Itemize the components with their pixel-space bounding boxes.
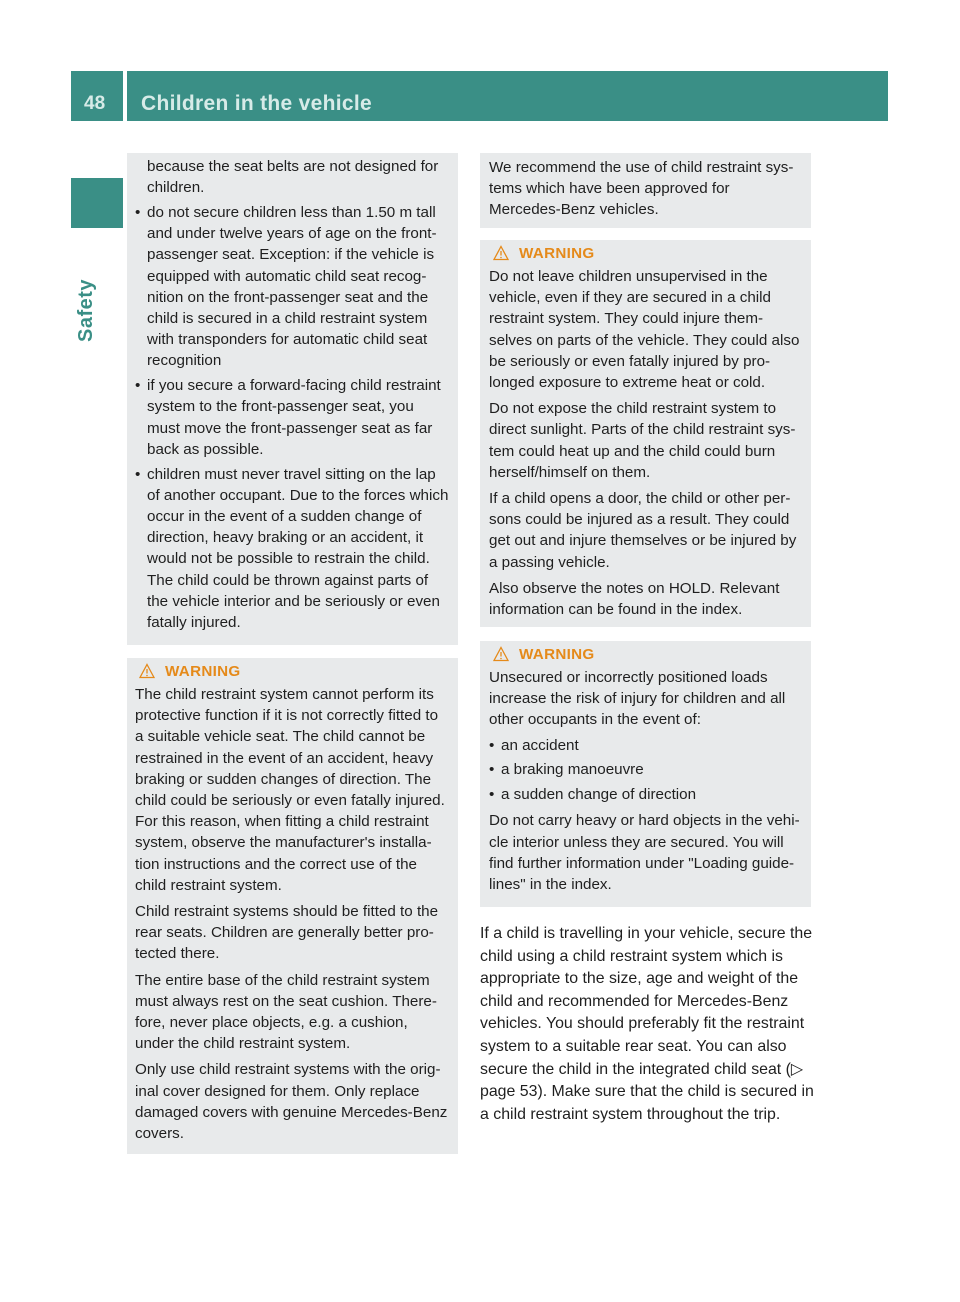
list-item — [135, 464, 450, 634]
list-item — [489, 735, 802, 756]
warning-title: WARNING — [165, 662, 241, 680]
warning-paragraph: The child restraint system cannot perform its protective function if it is not correctly fitted to a suitable vehicle seat. The child cannot be restrained in the event of an accident, heavy braking or sudden changes of direction. The child could be seriously or even fatally injured. For this reason, when fitting a child restraint system, observe the manufacturer's installa-tion instructions and the correct use of the child restraint system. — [135, 686, 445, 894]
warning-paragraph: Also observe the notes on HOLD. Relevant information can be found in the index. — [489, 579, 780, 619]
list-item — [489, 784, 802, 805]
bullet-icon: • — [489, 736, 495, 754]
warning-box-left — [127, 658, 458, 1154]
list-item-text: do not secure children less than 1.50 m tall and under twelve years of age on the front-passenger seat. Exception: if the vehicle is equipped with automatic child seat recog-nition on the front-passenger seat and the child is secured in a child restraint system with transponders for automatic child seat recognition — [147, 204, 437, 370]
warning-heading — [489, 242, 802, 264]
section-tab — [75, 278, 98, 342]
warning-title: WARNING — [519, 645, 595, 663]
section-label: Safety — [75, 278, 97, 342]
warning-triangle-icon — [493, 646, 509, 662]
warning-paragraph: Only use child restraint systems with the orig-inal cover designed for them. Only replace damaged covers with genuine Mercedes-Benz covers. — [135, 1061, 448, 1143]
list-item — [135, 202, 450, 372]
page-number: 48 — [84, 93, 106, 114]
warning-paragraph: Do not expose the child restraint system to direct sunlight. Parts of the child restraint sys-tem could heat up and the child could burn herself/himself on them. — [489, 400, 796, 481]
bullet-icon: • — [135, 465, 141, 483]
warning-triangle-icon — [139, 663, 155, 679]
list-item-text: an accident — [501, 736, 579, 754]
list-item-text: a sudden change of direction — [501, 786, 697, 804]
bullet-icon: • — [135, 377, 141, 395]
warning-title: WARNING — [519, 244, 595, 262]
info-box-right-top — [480, 153, 811, 228]
warning-paragraph: The entire base of the child restraint system must always rest on the seat cushion. There-fore, never place objects, e.g. a cushion, under the child restraint system. — [135, 971, 437, 1053]
section-tab-marker — [71, 178, 123, 228]
warning-intro: Unsecured or incorrectly positioned loads increase the risk of injury for children and all other occupants in the event of: — [489, 669, 786, 729]
warning-heading — [489, 643, 802, 665]
bullet-list — [135, 202, 450, 633]
list-item — [135, 375, 450, 460]
box-intro: because the seat belts are not designed for children. — [147, 158, 439, 197]
warning-triangle-icon — [493, 245, 509, 261]
bullet-icon: • — [489, 786, 495, 804]
body-paragraph: If a child is travelling in your vehicle, secure the child using a child restraint system which is appropriate to the size, age and weight of the child and recommended for Mercedes-Benz vehicles. You should preferably fit the restraint system to a suitable rear seat. You can also secure the child in the integrated child seat (▷ page 53). Make sure that the child is secured in a child restraint system throughout the trip. — [480, 925, 814, 1123]
bullet-icon: • — [489, 761, 495, 779]
bullet-list — [489, 735, 802, 806]
info-box-left-top — [127, 153, 458, 645]
warning-paragraph: If a child opens a door, the child or other per-sons could be injured as a result. They could get out and injure themselves or be injured by a passing vehicle. — [489, 490, 797, 571]
chapter-title: Children in the vehicle — [141, 92, 372, 115]
warning-outro: Do not carry heavy or hard objects in the vehi-cle interior unless they are secured. You will find further information under "Loading guide-lines" in the index. — [489, 812, 800, 894]
list-item-text: if you secure a forward-facing child restraint system to the front-passenger seat, you must move the front-passenger seat as far back as possible. — [147, 377, 441, 458]
list-item-text: children must never travel sitting on the lap of another occupant. Due to the forces which occur in the event of a sudden change of direction, heavy braking or an accident, it would not be possible to restrain the child. The child could be thrown against parts of the vehicle interior and be seriously or even fatally injured. — [147, 465, 449, 632]
page-number-block — [71, 71, 123, 121]
bullet-icon: • — [135, 204, 141, 221]
warning-paragraph: Do not leave children unsupervised in the vehicle, even if they are secured in a child restraint system. They could injure them-selves on parts of the vehicle. They could also be seriously or even fatally injured by pro-longed exposure to extreme heat or cold. — [489, 268, 800, 392]
list-item — [489, 759, 802, 780]
list-item-text: a braking manoeuvre — [501, 761, 644, 779]
warning-heading — [135, 660, 450, 682]
chapter-header — [127, 71, 888, 121]
warning-paragraph: Child restraint systems should be fitted to the rear seats. Children are generally better pro-tected there. — [135, 903, 439, 963]
warning-box-right-1 — [480, 240, 811, 627]
warning-box-right-2 — [480, 641, 811, 907]
info-text: We recommend the use of child restraint sys-tems which have been approved for Mercedes-Benz vehicles. — [489, 159, 794, 219]
